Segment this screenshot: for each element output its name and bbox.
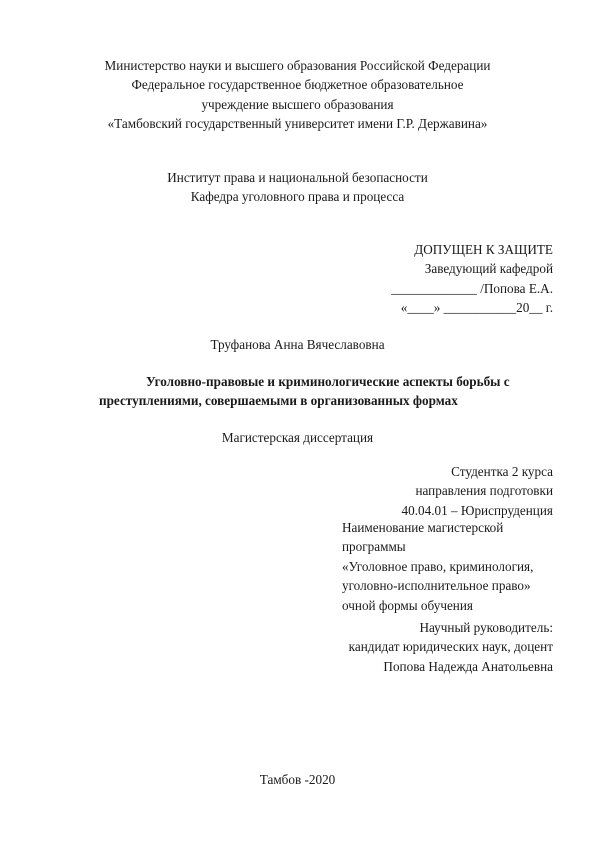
program-line-1: Наименование магистерской xyxy=(342,520,504,535)
supervisor-name: Попова Надежда Анатольевна xyxy=(383,658,553,674)
admission-signature: _____________ /Попова Е.А. xyxy=(391,280,553,296)
student-course: Студентка 2 курса xyxy=(451,464,553,479)
student-block xyxy=(402,462,553,520)
university-name: «Тамбовский государственный университет имени Г.Р. Державина» xyxy=(107,116,488,132)
supervisor-block xyxy=(349,618,553,676)
thesis-title xyxy=(0,372,595,411)
city-year-text: Тамбов -2020 xyxy=(259,772,336,787)
institute-block xyxy=(0,168,595,207)
program-line-4: уголовно-исполнительное право» xyxy=(342,578,531,594)
student-direction-label: направления подготовки xyxy=(415,483,553,499)
program-line-5: очной формы обучения xyxy=(342,597,473,613)
admission-heading: ДОПУЩЕН К ЗАЩИТЕ xyxy=(414,242,553,257)
admission-block xyxy=(391,240,553,318)
ministry-line-1: Министерство науки и высшего образования Российской Федерации xyxy=(104,58,491,73)
supervisor-degree: кандидат юридических наук, доцент xyxy=(348,639,553,655)
thesis-title-line-2: преступлениями, совершаемыми в организованных формах xyxy=(99,393,458,409)
work-type-text: Магистерская диссертация xyxy=(221,430,374,445)
institute-name: Институт права и национальной безопасности xyxy=(167,170,428,185)
program-line-2: программы xyxy=(342,539,406,555)
program-line-3: «Уголовное право, криминология, xyxy=(342,558,534,574)
supervisor-label: Научный руководитель: xyxy=(419,620,553,635)
city-year xyxy=(0,770,595,789)
student-direction-code: 40.04.01 – Юриспруденция xyxy=(401,502,553,518)
admission-role: Заведующий кафедрой xyxy=(424,261,553,277)
work-type xyxy=(0,428,595,447)
ministry-line-3: учреждение высшего образования xyxy=(201,96,394,112)
thesis-title-line-1: Уголовно-правовые и криминологические аспекты борьбы с xyxy=(146,374,510,389)
department-name: Кафедра уголовного права и процесса xyxy=(190,189,405,205)
author-name-text: Труфанова Анна Вячеславовна xyxy=(210,337,385,352)
ministry-line-2: Федеральное государственное бюджетное образовательное xyxy=(131,77,464,93)
author-name xyxy=(0,335,595,354)
program-block xyxy=(342,518,533,615)
ministry-header xyxy=(0,56,595,134)
admission-date: «____» ___________20__ г. xyxy=(400,300,553,316)
